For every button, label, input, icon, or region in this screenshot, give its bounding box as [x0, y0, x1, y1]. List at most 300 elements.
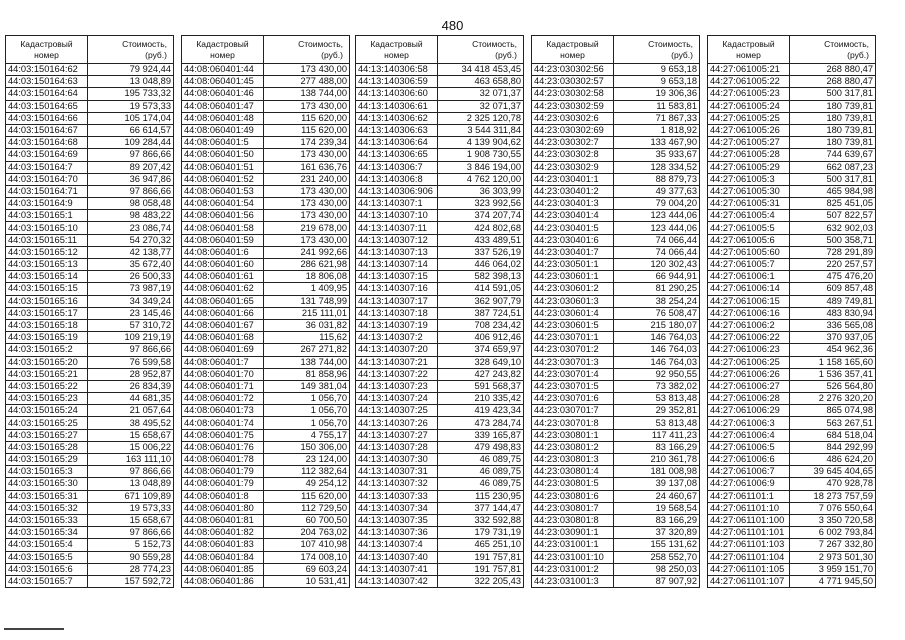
table-row [6, 551, 174, 563]
cadastral-number-cell: 44:13:140307:2 [356, 332, 438, 344]
cost-cell: 18 273 757,59 [790, 490, 876, 502]
cadastre-table-2 [181, 35, 350, 588]
header-cost [614, 36, 700, 64]
cadastral-number-cell: 44:08:060401:54 [182, 198, 264, 210]
page-number: 480 [441, 18, 464, 33]
cost-cell: 146 764,03 [614, 344, 700, 356]
cadastral-number-cell: 44:27:061005:26 [708, 124, 790, 136]
table-row [708, 344, 876, 356]
cadastre-table-5 [707, 35, 876, 588]
cadastre-table-4 [531, 35, 700, 588]
cadastral-number-cell: 44:27:061005:31 [708, 198, 790, 210]
header-line: Стоимость, [472, 38, 517, 49]
cadastral-number-cell: 44:13:140307:17 [356, 295, 438, 307]
cost-cell: 433 489,51 [438, 234, 524, 246]
cost-cell: 19 573,33 [88, 502, 174, 514]
cadastral-number-cell: 44:03:150165:12 [6, 246, 88, 258]
cadastral-number-cell: 44:27:061005:60 [708, 246, 790, 258]
header-cost [88, 36, 174, 64]
table-row [356, 271, 524, 283]
cadastral-number-cell: 44:23:031001:10 [532, 551, 614, 563]
table-row [708, 393, 876, 405]
table-row [708, 210, 876, 222]
table-row [182, 295, 350, 307]
table-row [356, 454, 524, 466]
table-header-row [6, 36, 174, 64]
table-row [182, 283, 350, 295]
cost-cell: 49 377,63 [614, 185, 700, 197]
cost-cell: 4 762 120,00 [438, 173, 524, 185]
table-row [182, 454, 350, 466]
table-row [532, 356, 700, 368]
cost-cell: 844 292,99 [790, 441, 876, 453]
cadastral-number-cell: 44:23:030701:1 [532, 332, 614, 344]
cost-cell: 49 254,12 [264, 478, 350, 490]
cadastral-number-cell: 44:03:150164:62 [6, 64, 88, 76]
cadastral-number-cell: 44:23:030601:1 [532, 271, 614, 283]
cost-cell: 180 739,81 [790, 137, 876, 149]
header-line: номер [384, 49, 409, 60]
table-row [708, 527, 876, 539]
table-row [356, 393, 524, 405]
cost-cell: 32 071,37 [438, 100, 524, 112]
table-row [356, 380, 524, 392]
cost-cell: 7 076 550,64 [790, 502, 876, 514]
cost-cell: 210 361,78 [614, 454, 700, 466]
cadastral-number-cell: 44:27:061005:29 [708, 161, 790, 173]
cadastral-number-cell: 44:13:140307:18 [356, 307, 438, 319]
cost-cell: 1 056,70 [264, 405, 350, 417]
cadastral-number-cell: 44:27:061005:25 [708, 112, 790, 124]
table-row [6, 234, 174, 246]
table-row [532, 490, 700, 502]
table-row [356, 173, 524, 185]
cost-cell: 15 658,67 [88, 429, 174, 441]
cost-cell: 60 700,50 [264, 514, 350, 526]
cost-cell: 38 495,52 [88, 417, 174, 429]
table-row [182, 466, 350, 478]
cost-cell: 10 531,41 [264, 575, 350, 587]
table-row [182, 210, 350, 222]
table-row [356, 222, 524, 234]
cadastral-number-cell: 44:27:061005:24 [708, 100, 790, 112]
cost-cell: 4 139 904,62 [438, 137, 524, 149]
cost-cell: 89 207,42 [88, 161, 174, 173]
cadastral-number-cell: 44:08:060401:74 [182, 417, 264, 429]
table-header-row [356, 36, 524, 64]
table-row [6, 64, 174, 76]
cost-cell: 173 430,00 [264, 149, 350, 161]
cadastral-number-cell: 44:27:061005:23 [708, 88, 790, 100]
cadastral-number-cell: 44:13:140306:61 [356, 100, 438, 112]
table-row [182, 173, 350, 185]
table-row [6, 210, 174, 222]
cost-cell: 728 291,89 [790, 246, 876, 258]
cadastral-number-cell: 44:08:060401:5 [182, 137, 264, 149]
cost-cell: 97 866,66 [88, 149, 174, 161]
table-header-row [182, 36, 350, 64]
cost-cell: 71 867,33 [614, 112, 700, 124]
table-row [708, 283, 876, 295]
cadastral-number-cell: 44:13:140307:16 [356, 283, 438, 295]
table-row [532, 514, 700, 526]
table-row [6, 222, 174, 234]
header-line: (руб.) [847, 49, 869, 60]
table-row [6, 161, 174, 173]
cadastral-number-cell: 44:13:140307:26 [356, 417, 438, 429]
cadastral-number-cell: 44:27:061005:3 [708, 173, 790, 185]
cadastral-number-cell: 44:08:060401:79 [182, 466, 264, 478]
cadastral-number-cell: 44:27:061005:7 [708, 259, 790, 271]
cadastral-number-cell: 44:13:140307:23 [356, 380, 438, 392]
cadastral-number-cell: 44:13:140306:60 [356, 88, 438, 100]
table-row [182, 64, 350, 76]
cost-cell: 475 476,20 [790, 271, 876, 283]
cadastral-number-cell: 44:23:030401:6 [532, 234, 614, 246]
cadastre-table [355, 35, 524, 588]
table-row [6, 502, 174, 514]
table-row [182, 149, 350, 161]
table-row [356, 185, 524, 197]
table-row [532, 319, 700, 331]
cadastral-number-cell: 44:03:150164:9 [6, 198, 88, 210]
cost-cell: 39 645 404,65 [790, 466, 876, 478]
cost-cell: 191 757,81 [438, 563, 524, 575]
cadastral-number-cell: 44:13:140307:14 [356, 259, 438, 271]
cost-cell: 46 089,75 [438, 466, 524, 478]
table-row [532, 295, 700, 307]
table-row [708, 429, 876, 441]
cost-cell: 138 744,00 [264, 88, 350, 100]
cost-cell: 336 565,08 [790, 319, 876, 331]
cadastral-number-cell: 44:08:060401:8 [182, 490, 264, 502]
header-line: номер [210, 49, 235, 60]
cost-cell: 38 254,24 [614, 295, 700, 307]
cadastral-number-cell: 44:03:150165:23 [6, 393, 88, 405]
cost-cell: 387 724,51 [438, 307, 524, 319]
cadastral-number-cell: 44:03:150165:6 [6, 563, 88, 575]
cost-cell: 9 653,18 [614, 76, 700, 88]
cost-cell: 97 866,66 [88, 466, 174, 478]
table-row [532, 393, 700, 405]
table-row [356, 137, 524, 149]
cost-cell: 73 987,19 [88, 283, 174, 295]
table-row [356, 295, 524, 307]
cost-cell: 7 267 332,80 [790, 539, 876, 551]
header-cost [438, 36, 524, 64]
table-row [356, 539, 524, 551]
cost-cell: 98 250,03 [614, 563, 700, 575]
cost-cell: 115,62 [264, 332, 350, 344]
cadastral-number-cell: 44:27:061006:28 [708, 393, 790, 405]
cost-cell: 46 089,75 [438, 454, 524, 466]
cadastral-number-cell: 44:13:140306:62 [356, 112, 438, 124]
cost-cell: 671 109,89 [88, 490, 174, 502]
table-row [356, 551, 524, 563]
table-row [182, 356, 350, 368]
cadastral-number-cell: 44:03:150165:20 [6, 356, 88, 368]
cadastral-number-cell: 44:27:061006:6 [708, 454, 790, 466]
cost-cell: 23 086,74 [88, 222, 174, 234]
cadastral-number-cell: 44:13:140306:63 [356, 124, 438, 136]
cadastral-number-cell: 44:08:060401:79 [182, 478, 264, 490]
cost-cell: 500 317,81 [790, 173, 876, 185]
cost-cell: 374 207,74 [438, 210, 524, 222]
cost-cell: 377 144,47 [438, 502, 524, 514]
cost-cell: 865 074,98 [790, 405, 876, 417]
cadastral-number-cell: 44:08:060401:44 [182, 64, 264, 76]
table-row [182, 112, 350, 124]
cost-cell: 277 488,00 [264, 76, 350, 88]
table-row [708, 259, 876, 271]
cost-cell: 4 755,17 [264, 429, 350, 441]
table-row [182, 490, 350, 502]
cadastral-number-cell: 44:08:060401:47 [182, 100, 264, 112]
cost-cell: 286 621,98 [264, 259, 350, 271]
cost-cell: 115 620,00 [264, 490, 350, 502]
cost-cell: 109 219,19 [88, 332, 174, 344]
cadastral-number-cell: 44:03:150164:70 [6, 173, 88, 185]
cadastral-number-cell: 44:27:061101:1 [708, 490, 790, 502]
table-row [356, 259, 524, 271]
cost-cell: 427 243,82 [438, 368, 524, 380]
cadastral-number-cell: 44:08:060401:61 [182, 271, 264, 283]
cost-cell: 112 382,64 [264, 466, 350, 478]
cost-cell: 79 004,20 [614, 198, 700, 210]
cost-cell: 87 907,92 [614, 575, 700, 587]
cost-cell: 181 008,98 [614, 466, 700, 478]
table-row [708, 246, 876, 258]
cost-cell: 15 006,22 [88, 441, 174, 453]
table-row [6, 198, 174, 210]
table-row [6, 112, 174, 124]
table-row [708, 502, 876, 514]
header-cadastral-number [6, 36, 88, 64]
table-row [182, 307, 350, 319]
cost-cell: 337 526,19 [438, 246, 524, 258]
table-row [532, 478, 700, 490]
cost-cell: 123 444,06 [614, 210, 700, 222]
table-row [6, 539, 174, 551]
table-row [6, 368, 174, 380]
cost-cell: 2 276 320,20 [790, 393, 876, 405]
cost-cell: 328 649,10 [438, 356, 524, 368]
cost-cell: 112 729,50 [264, 502, 350, 514]
cost-cell: 825 451,05 [790, 198, 876, 210]
cost-cell: 28 952,87 [88, 368, 174, 380]
table-row [532, 185, 700, 197]
table-row [708, 454, 876, 466]
cadastral-number-cell: 44:03:150165:5 [6, 551, 88, 563]
cost-cell: 486 624,20 [790, 454, 876, 466]
cost-cell: 463 658,80 [438, 76, 524, 88]
cost-cell: 53 813,48 [614, 417, 700, 429]
cadastral-number-cell: 44:08:060401:86 [182, 575, 264, 587]
cost-cell: 406 912,46 [438, 332, 524, 344]
cadastral-number-cell: 44:27:061006:3 [708, 417, 790, 429]
cost-cell: 28 774,23 [88, 563, 174, 575]
cadastral-number-cell: 44:08:060401:76 [182, 441, 264, 453]
table-row [182, 124, 350, 136]
table-row [6, 246, 174, 258]
cadastral-number-cell: 44:03:150164:65 [6, 100, 88, 112]
cost-cell: 24 460,67 [614, 490, 700, 502]
cost-cell: 128 334,52 [614, 161, 700, 173]
table-row [6, 173, 174, 185]
cadastral-number-cell: 44:03:150164:69 [6, 149, 88, 161]
table-row [708, 112, 876, 124]
table-row [356, 575, 524, 587]
cost-cell: 173 430,00 [264, 210, 350, 222]
cost-cell: 13 048,89 [88, 478, 174, 490]
cadastral-number-cell: 44:23:030801:6 [532, 490, 614, 502]
table-row [708, 405, 876, 417]
cost-cell: 173 430,00 [264, 64, 350, 76]
cost-cell: 36 031,82 [264, 319, 350, 331]
table-row [708, 295, 876, 307]
cadastral-number-cell: 44:13:140307:32 [356, 478, 438, 490]
cadastral-number-cell: 44:23:031001:1 [532, 539, 614, 551]
cost-cell: 115 620,00 [264, 124, 350, 136]
cadastral-number-cell: 44:03:150164:66 [6, 112, 88, 124]
cost-cell: 155 131,62 [614, 539, 700, 551]
cadastral-number-cell: 44:03:150165:28 [6, 441, 88, 453]
cadastral-number-cell: 44:23:030302:59 [532, 100, 614, 112]
table-row [356, 234, 524, 246]
table-row [6, 88, 174, 100]
table-row [532, 539, 700, 551]
cost-cell: 454 962,36 [790, 344, 876, 356]
cadastral-number-cell: 44:27:061005:4 [708, 210, 790, 222]
cadastral-number-cell: 44:08:060401:53 [182, 185, 264, 197]
cadastral-number-cell: 44:13:140307:24 [356, 393, 438, 405]
cost-cell: 470 928,78 [790, 478, 876, 490]
table-row [6, 478, 174, 490]
table-row [182, 76, 350, 88]
table-row [356, 307, 524, 319]
table-row [708, 368, 876, 380]
table-row [356, 527, 524, 539]
cadastral-number-cell: 44:23:030701:8 [532, 417, 614, 429]
table-row [532, 344, 700, 356]
table-row [532, 283, 700, 295]
cadastral-number-cell: 44:08:060401:65 [182, 295, 264, 307]
cadastral-number-cell: 44:13:140306:65 [356, 149, 438, 161]
cadastral-number-cell: 44:13:140307:35 [356, 514, 438, 526]
cost-cell: 9 653,18 [614, 64, 700, 76]
cost-cell: 35 672,40 [88, 259, 174, 271]
cadastral-number-cell: 44:27:061005:28 [708, 149, 790, 161]
table-row [708, 551, 876, 563]
table-row [182, 271, 350, 283]
cost-cell: 149 381,04 [264, 380, 350, 392]
table-row [182, 161, 350, 173]
table-row [532, 307, 700, 319]
cadastral-number-cell: 44:23:030801:8 [532, 514, 614, 526]
table-row [356, 344, 524, 356]
cost-cell: 36 947,86 [88, 173, 174, 185]
cost-cell: 708 234,42 [438, 319, 524, 331]
cadastral-number-cell: 44:08:060401:6 [182, 246, 264, 258]
cadastral-number-cell: 44:03:150164:63 [6, 76, 88, 88]
cadastral-number-cell: 44:23:030701:5 [532, 380, 614, 392]
table-row [708, 380, 876, 392]
cadastral-number-cell: 44:27:061101:100 [708, 514, 790, 526]
table-row [182, 100, 350, 112]
cadastral-number-cell: 44:03:150165:1 [6, 210, 88, 222]
table-row [532, 527, 700, 539]
table-row [532, 575, 700, 587]
cadastre-table [181, 35, 350, 588]
table-row [708, 575, 876, 587]
cadastral-number-cell: 44:08:060401:68 [182, 332, 264, 344]
cadastral-number-cell: 44:08:060401:67 [182, 319, 264, 331]
cadastral-number-cell: 44:08:060401:60 [182, 259, 264, 271]
cost-cell: 15 658,67 [88, 514, 174, 526]
cadastral-number-cell: 44:08:060401:56 [182, 210, 264, 222]
cadastral-number-cell: 44:03:150164:67 [6, 124, 88, 136]
cadastral-number-cell: 44:23:030801:4 [532, 466, 614, 478]
cost-cell: 414 591,05 [438, 283, 524, 295]
cadastral-number-cell: 44:23:030302:58 [532, 88, 614, 100]
cost-cell: 146 764,03 [614, 332, 700, 344]
header-line: номер [736, 49, 761, 60]
table-row [6, 259, 174, 271]
cost-cell: 1 908 730,55 [438, 149, 524, 161]
header-line: Стоимость, [824, 38, 869, 49]
table-row [708, 149, 876, 161]
cost-cell: 54 270,32 [88, 234, 174, 246]
cadastral-number-cell: 44:23:030601:3 [532, 295, 614, 307]
cadastral-number-cell: 44:23:030401:7 [532, 246, 614, 258]
cost-cell: 489 749,81 [790, 295, 876, 307]
cadastral-number-cell: 44:27:061005:27 [708, 137, 790, 149]
table-row [708, 137, 876, 149]
table-row [182, 478, 350, 490]
cadastral-number-cell: 44:27:061006:15 [708, 295, 790, 307]
cadastral-number-cell: 44:23:030401:4 [532, 210, 614, 222]
cost-cell: 66 944,91 [614, 271, 700, 283]
cadastral-number-cell: 44:27:061101:10 [708, 502, 790, 514]
cadastral-number-cell: 44:27:061101:103 [708, 539, 790, 551]
header-line: Стоимость, [122, 38, 167, 49]
cost-cell: 83 166,29 [614, 441, 700, 453]
cadastral-number-cell: 44:03:150165:29 [6, 454, 88, 466]
table-row [356, 112, 524, 124]
table-row [708, 478, 876, 490]
table-row [356, 502, 524, 514]
cost-cell: 36 303,99 [438, 185, 524, 197]
cost-cell: 157 592,72 [88, 575, 174, 587]
cost-cell: 191 757,81 [438, 551, 524, 563]
cost-cell: 53 813,48 [614, 393, 700, 405]
table-row [356, 319, 524, 331]
header-cadastral-number [356, 36, 438, 64]
table-row [532, 441, 700, 453]
cadastral-number-cell: 44:13:140307:41 [356, 563, 438, 575]
table-row [532, 466, 700, 478]
cost-cell: 173 430,00 [264, 185, 350, 197]
table-row [182, 246, 350, 258]
table-row [6, 490, 174, 502]
header-cost [790, 36, 876, 64]
table-row [356, 198, 524, 210]
cost-cell: 268 880,47 [790, 64, 876, 76]
table-row [182, 137, 350, 149]
cost-cell: 526 564,80 [790, 380, 876, 392]
table-row [6, 393, 174, 405]
table-row [356, 124, 524, 136]
